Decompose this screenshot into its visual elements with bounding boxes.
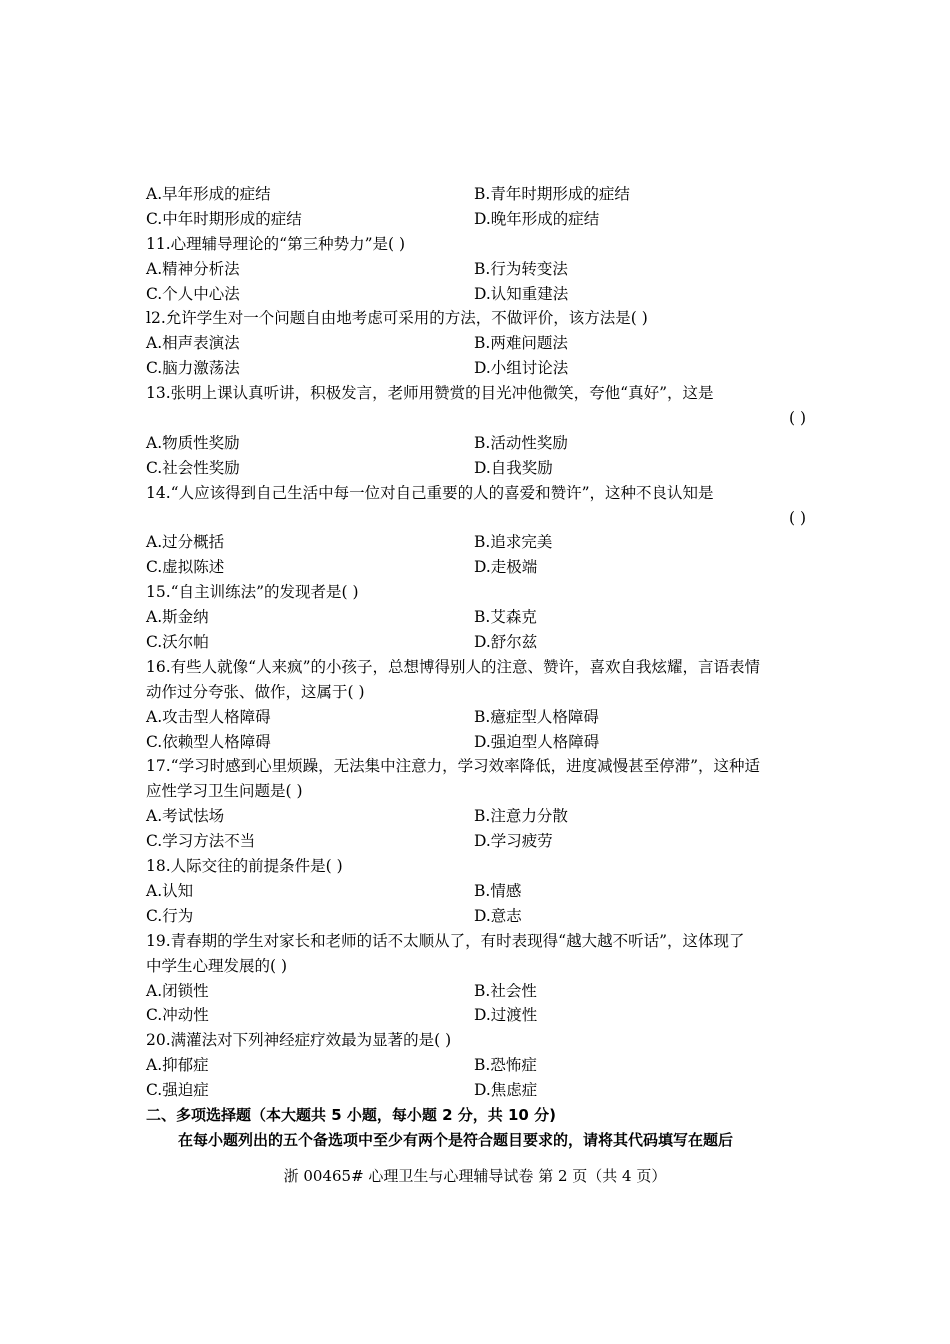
q16-stem-line-1: 16.有些人就像“人来疯”的小孩子，总想博得别人的注意、赞许，喜欢自我炫耀，言语表情	[146, 657, 761, 676]
q13-answer-blank: ( )	[788, 409, 806, 428]
q17-option-d: D.学习疲劳	[474, 832, 553, 851]
q15-option-b: B.艾森克	[474, 608, 537, 627]
q12-options-row-2	[146, 356, 806, 381]
q11-option-d: D.认知重建法	[474, 284, 569, 303]
q20-option-a: A.抑郁症	[146, 1056, 209, 1075]
q13-stem: 13.张明上课认真听讲，积极发言，老师用赞赏的目光冲他微笑，夸他“真好”，这是	[146, 384, 714, 403]
q20-options-row-1	[146, 1053, 806, 1078]
q20-stem: 20.满灌法对下列神经症疗效最为显著的是( )	[146, 1031, 452, 1050]
q12-option-b: B.两难问题法	[474, 334, 568, 353]
q15-option-a: A.斯金纳	[146, 608, 209, 627]
q13-options-row-2	[146, 456, 806, 481]
q19-stem-line-1: 19.青春期的学生对家长和老师的话不太顺从了，有时表现得“越大越不听话”，这体现了	[146, 931, 745, 950]
q14-option-d: D.走极端	[474, 558, 538, 577]
q20-option-d: D.焦虑症	[474, 1081, 538, 1100]
exam-page-body	[146, 182, 806, 1153]
q19-stem-line-2: 中学生心理发展的( )	[146, 956, 288, 975]
q18-options-row-2	[146, 904, 806, 929]
q17-option-b: B.注意力分散	[474, 807, 568, 826]
section-2-instruction: 在每小题列出的五个备选项中至少有两个是符合题目要求的，请将其代码填写在题后	[178, 1130, 734, 1149]
q13-option-d: D.自我奖励	[474, 458, 553, 477]
q14-options-row-1	[146, 530, 806, 555]
q12-option-a: A.相声表演法	[146, 334, 240, 353]
q19-option-d: D.过渡性	[474, 1006, 538, 1025]
q19-option-a: A.闭锁性	[146, 981, 209, 1000]
q16-options-row-1	[146, 705, 806, 730]
q11-stem: 11.心理辅导理论的“第三种势力”是( )	[146, 234, 406, 253]
q15-stem: 15.“自主训练法”的发现者是( )	[146, 583, 359, 602]
q10-option-b: B.青年时期形成的症结	[474, 185, 630, 203]
q18-option-b: B.情感	[474, 881, 522, 900]
q13-option-b: B.活动性奖励	[474, 433, 568, 452]
q16-option-c: C.依赖型人格障碍	[146, 732, 271, 751]
q13-options-row-1	[146, 431, 806, 456]
q11-option-a: A.精神分析法	[146, 259, 240, 278]
q14-stem: 14.“人应该得到自己生活中每一位对自己重要的人的喜爱和赞许”，这种不良认知是	[146, 483, 714, 502]
q17-stem-line-1: 17.“学习时感到心里烦躁，无法集中注意力，学习效率降低，进度减慢甚至停滞”，这种适	[146, 757, 761, 776]
q17-option-c: C.学习方法不当	[146, 832, 256, 851]
q16-options-row-2	[146, 730, 806, 755]
q16-stem-line-2: 动作过分夸张、做作，这属于( )	[146, 682, 365, 701]
q19-option-b: B.社会性	[474, 981, 537, 1000]
q14-answer-blank: ( )	[788, 508, 806, 527]
q17-options-row-1	[146, 804, 806, 829]
q10-options-row-2	[146, 207, 806, 232]
section-2-title: 二、多项选择题（本大题共 5 小题，每小题 2 分，共 10 分)	[146, 1105, 556, 1124]
q18-option-c: C.行为	[146, 906, 194, 925]
q18-option-a: A.认知	[146, 881, 194, 900]
q12-option-c: C.脑力激荡法	[146, 359, 240, 378]
q15-options-row-1	[146, 605, 806, 630]
q11-options-row-1	[146, 257, 806, 282]
q11-option-c: C.个人中心法	[146, 284, 240, 303]
q10-options-row-1	[146, 182, 806, 207]
q10-option-d: D.晚年形成的症结	[474, 209, 600, 228]
q18-stem: 18.人际交往的前提条件是( )	[146, 857, 343, 876]
q13-option-a: A.物质性奖励	[146, 433, 240, 452]
q19-options-row-2	[146, 1003, 806, 1028]
q12-stem: l2.允许学生对一个问题自由地考虑可采用的方法，不做评价，该方法是( )	[146, 309, 648, 328]
q17-options-row-2	[146, 829, 806, 854]
q14-option-c: C.虚拟陈述	[146, 558, 225, 577]
q20-option-c: C.强迫症	[146, 1081, 209, 1100]
q20-options-row-2	[146, 1078, 806, 1103]
q11-options-row-2	[146, 282, 806, 307]
page-footer: 浙 00465# 心理卫生与心理辅导试卷 第 2 页（共 4 页）	[283, 1167, 667, 1185]
q12-option-d: D.小组讨论法	[474, 359, 569, 378]
q16-option-b: B.癔症型人格障碍	[474, 707, 599, 726]
q14-option-b: B.追求完美	[474, 533, 553, 552]
q14-option-a: A.过分概括	[146, 533, 225, 552]
q17-stem-line-2: 应性学习卫生问题是( )	[146, 782, 303, 801]
q16-option-a: A.攻击型人格障碍	[146, 707, 271, 726]
q15-options-row-2	[146, 630, 806, 655]
q12-options-row-1	[146, 331, 806, 356]
q14-options-row-2	[146, 555, 806, 580]
q15-option-d: D.舒尔兹	[474, 633, 538, 652]
q10-option-c: C.中年时期形成的症结	[146, 209, 302, 228]
q10-option-a: A.早年形成的症结	[146, 185, 271, 203]
q13-option-c: C.社会性奖励	[146, 458, 240, 477]
q18-options-row-1	[146, 879, 806, 904]
q17-option-a: A.考试怯场	[146, 807, 225, 826]
q20-option-b: B.恐怖症	[474, 1056, 537, 1075]
q15-option-c: C.沃尔帕	[146, 633, 209, 652]
q19-option-c: C.冲动性	[146, 1006, 209, 1025]
q18-option-d: D.意志	[474, 906, 522, 925]
q19-options-row-1	[146, 979, 806, 1004]
q16-option-d: D.强迫型人格障碍	[474, 732, 600, 751]
q11-option-b: B.行为转变法	[474, 259, 568, 278]
